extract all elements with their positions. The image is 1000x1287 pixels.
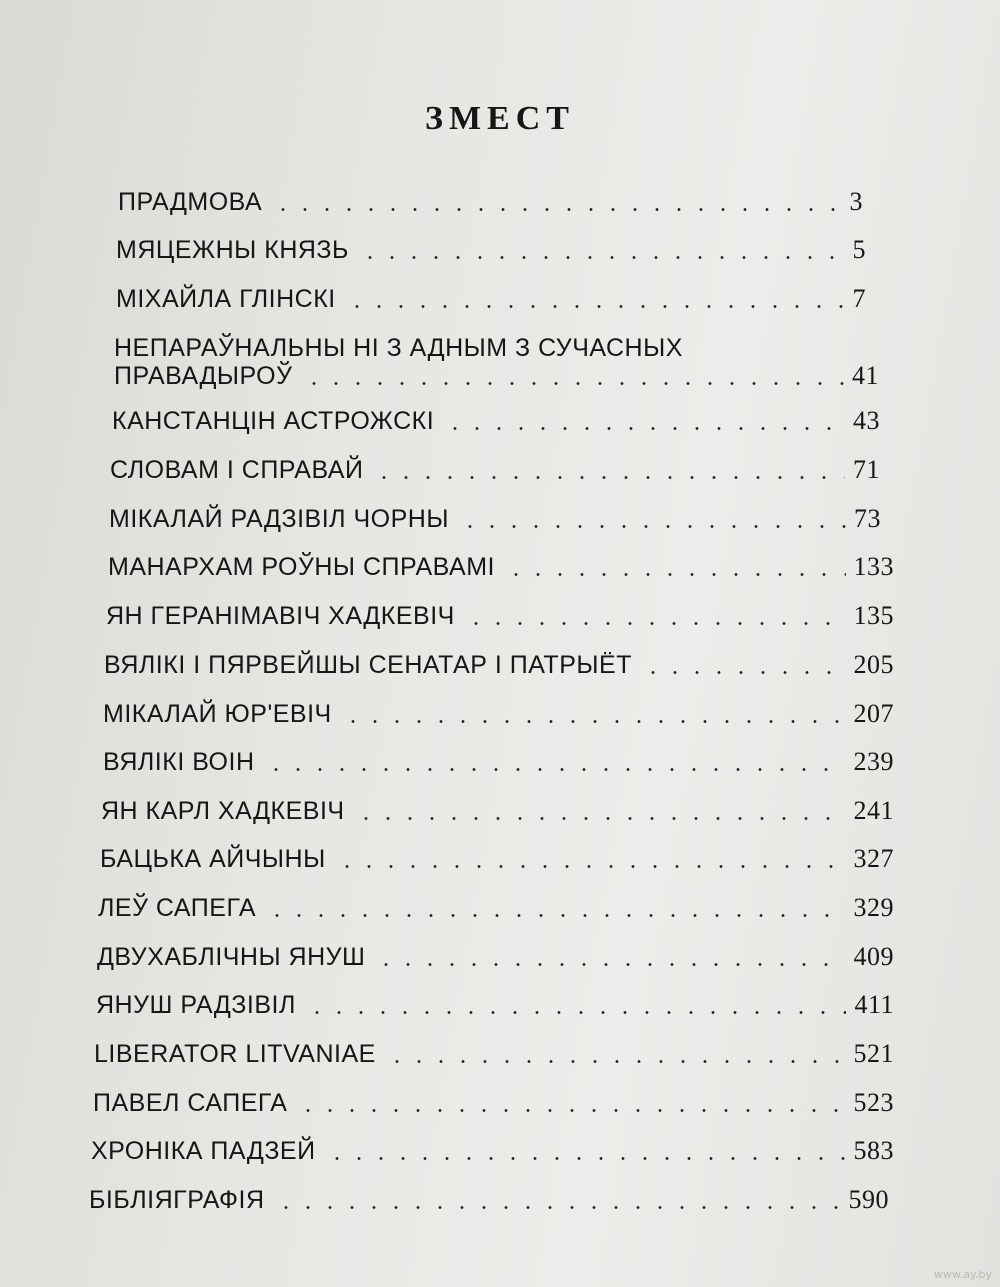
toc-entry-page: 133: [853, 552, 894, 581]
dot-leader: [272, 208, 841, 211]
toc-entry: [94, 1040, 894, 1068]
toc-entry-page: 71: [853, 455, 880, 484]
toc-entry-page: 41: [852, 361, 879, 390]
toc-entry-page: 3: [849, 187, 863, 216]
toc-entry-page: 329: [853, 893, 894, 922]
toc-entry: [109, 505, 881, 533]
toc-entry-page: 583: [853, 1136, 894, 1165]
toc-entry: [106, 602, 894, 630]
toc-entry: [103, 748, 894, 776]
toc-entry: [91, 1137, 894, 1165]
dot-leader: [355, 817, 846, 820]
toc-entry-title: МАНАРХАМ РОЎНЫ СПРАВАМІ: [108, 553, 495, 581]
watermark-text: www.ay.by: [933, 1268, 992, 1281]
toc-entry-title: ДВУХАБЛІЧНЫ ЯНУШ: [97, 943, 366, 971]
dot-leader: [375, 963, 845, 966]
toc-entry: [108, 553, 894, 581]
toc-entry: [114, 334, 879, 390]
toc-entry-title-continued: ПРАВАДЫРОЎ: [114, 362, 293, 390]
toc-entry-title: КАНСТАНЦІН АСТРОЖСКІ: [112, 407, 435, 435]
toc-entry: [116, 285, 866, 313]
toc-entry: [98, 894, 894, 922]
toc-entry-title: ЯН КАРЛ ХАДКЕВІЧ: [101, 797, 345, 825]
dot-leader: [336, 865, 846, 868]
toc-entry: [93, 1089, 894, 1117]
toc-entry-page: 241: [853, 796, 894, 825]
toc-entry: [104, 651, 894, 679]
toc-entry-page: 327: [853, 844, 894, 873]
toc-entry-title: ХРОНІКА ПАДЗЕЙ: [91, 1137, 316, 1165]
toc-entry-page: 43: [853, 406, 880, 435]
dot-leader: [265, 768, 846, 771]
dot-leader: [444, 427, 845, 430]
dot-leader: [306, 1011, 847, 1014]
toc-entry-title: ЯН ГЕРАНІМАВІЧ ХАДКЕВІЧ: [106, 602, 455, 630]
toc-entry: [110, 456, 880, 484]
toc-entry-page: 73: [854, 504, 881, 533]
toc-entry: [112, 407, 880, 435]
toc-entry-page: 205: [853, 650, 894, 679]
toc-entry: [118, 188, 863, 216]
toc-entry: [103, 700, 894, 728]
toc-entry-title: БАЦЬКА АЙЧЫНЫ: [100, 845, 326, 873]
toc-entry-title: ПРАДМОВА: [118, 188, 263, 216]
toc-entry: [89, 1186, 889, 1214]
dot-leader: [373, 476, 845, 479]
dot-leader: [303, 382, 844, 385]
dot-leader: [386, 1060, 846, 1063]
toc-entry-title: МІХАЙЛА ГЛІНСКІ: [116, 285, 336, 313]
dot-leader: [346, 305, 845, 308]
dot-leader: [266, 914, 846, 917]
toc-entry-title: ЯНУШ РАДЗІВІЛ: [96, 991, 296, 1019]
toc-entry-page: 207: [853, 699, 894, 728]
toc-entry-title: ПАВЕЛ САПЕГА: [93, 1089, 288, 1117]
dot-leader: [505, 573, 846, 576]
toc-entry-page: 411: [854, 990, 894, 1019]
toc-entry-page: 5: [852, 235, 866, 264]
toc-entry-title: ЛЕЎ САПЕГА: [98, 894, 256, 922]
dot-leader: [465, 622, 846, 625]
toc-entry-page: 521: [853, 1039, 894, 1068]
toc-entry-title: ВЯЛІКІ ВОІН: [103, 748, 255, 776]
toc-entry-page: 239: [853, 747, 894, 776]
toc-entry-title: СЛОВАМ І СПРАВАЙ: [110, 456, 364, 484]
dot-leader: [297, 1109, 845, 1112]
toc-entry-page: 590: [848, 1185, 889, 1214]
toc-entry: [96, 991, 894, 1019]
toc-entry-title: ВЯЛІКІ І ПЯРВЕЙШЫ СЕНАТАР І ПАТРЫЁТ: [104, 651, 632, 679]
toc-entry-title: МІКАЛАЙ ЮР'ЕВІЧ: [103, 700, 332, 728]
dot-leader: [642, 671, 846, 674]
toc-entry: [116, 236, 866, 264]
dot-leader: [326, 1157, 846, 1160]
toc-entry-page: 409: [853, 942, 894, 971]
dot-leader: [459, 525, 846, 528]
toc-entry: [97, 943, 894, 971]
dot-leader: [342, 720, 846, 723]
toc-entry-title: НЕПАРАЎНАЛЬНЫ НІ З АДНЫМ З СУЧАСНЫХ: [114, 334, 683, 362]
toc-entry: [100, 845, 894, 873]
dot-leader: [359, 256, 845, 259]
toc-entry-page: 7: [852, 284, 866, 313]
toc-entry-title: МІКАЛАЙ РАДЗІВІЛ ЧОРНЫ: [109, 505, 449, 533]
toc-entry-title: БІБЛІЯГРАФІЯ: [89, 1186, 265, 1214]
dot-leader: [275, 1206, 841, 1209]
toc-entry-title: МЯЦЕЖНЫ КНЯЗЬ: [116, 236, 349, 264]
toc-entry: [101, 797, 894, 825]
toc-entry-page: 135: [853, 601, 894, 630]
page-title: ЗМЕСТ: [425, 100, 575, 137]
toc-entry-page: 523: [853, 1088, 894, 1117]
toc-entry-title: LIBERATOR LITVANIAE: [94, 1040, 376, 1068]
